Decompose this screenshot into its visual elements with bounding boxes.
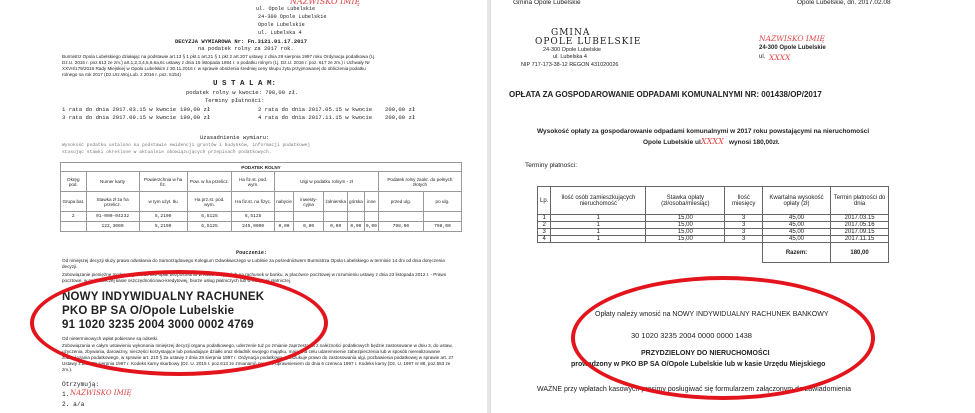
address-line: ul. Lubelska 4: [258, 30, 302, 36]
bank-line: prowadzony w PKO BP SA O/Opole Lubelskie lub w kasie Urzędu Miejskiego: [571, 361, 826, 368]
table-header: nabycie: [275, 192, 294, 212]
red-highlight-circle: [30, 270, 328, 376]
table-cell: 3: [538, 229, 551, 236]
table-cell: 245,0000: [232, 222, 275, 232]
waste-fee-document: [490, 0, 975, 413]
table-cell: 1: [551, 229, 646, 236]
table-header: Ilość miesięcy: [725, 187, 763, 215]
table-cell: 2017.03.15: [831, 215, 889, 222]
address-line: Opole Lubelskie: [258, 22, 305, 28]
table-cell: 5,2100: [139, 212, 187, 222]
fee-title: OPŁATA ZA GOSPODAROWANIE ODPADAMI KOMUNALNYMI NR: 001438/OP/2017: [509, 90, 822, 99]
issue-date: Opole Lubelskie, dn. 2017.02.08: [797, 0, 891, 6]
table-cell: 6,5125: [187, 222, 232, 232]
fee-address-redacted: XXXX: [701, 137, 724, 146]
table-row: [538, 229, 889, 236]
table-title: PODATEK ROLNY: [61, 163, 462, 172]
table-row: [538, 222, 889, 229]
table-header: Numer karty: [86, 172, 139, 192]
rate-label: 3 rata do dnia 2017.09.15 w kwocie: [62, 114, 177, 121]
table-cell: 45,00: [762, 229, 830, 236]
agricultural-tax-table: [60, 162, 462, 232]
stamp-line-1: GMINA: [551, 28, 591, 38]
decision-subtitle: na podatek rolny za 2017 rok.: [198, 45, 294, 52]
table-header: Podatek rolny zaokr. do pełnych złotych: [378, 172, 461, 192]
table-header: Ha fiz.st. pod. wym.: [232, 172, 275, 192]
table-cell: 0,00: [364, 222, 378, 232]
table-cell: 45,00: [762, 222, 830, 229]
table-header: po ulg.: [423, 192, 461, 212]
table-header: Termin płatności do dnia: [831, 187, 889, 215]
decision-title: DECYZJA WYMIAROWA Nr: Fn.3121.01.17.2017: [175, 38, 308, 45]
rate-label: 2 rata do dnia 2017.05.15 w kwocie: [258, 106, 373, 113]
redacted-name-top: NAZWISKO IMIĘ: [290, 0, 361, 6]
account-number: 91 1020 3235 2004 3000 0002 4769: [62, 319, 254, 331]
table-cell: 122,3000: [86, 222, 139, 232]
terms-title: Terminy płatności:: [205, 97, 265, 104]
table-header: górska: [348, 192, 365, 212]
table-header: Ilość osób zamieszkujących nieruchomość: [551, 187, 646, 215]
recipient-1: NAZWISKO IMIĘ: [70, 389, 132, 397]
recipient-number: 1.: [62, 391, 70, 398]
payment-schedule-table: [537, 186, 889, 263]
rate-label: 1 rata do dnia 2017.03.15 w kwocie: [62, 106, 177, 113]
recipient-name: NAZWISKO IMIĘ: [759, 34, 826, 43]
issuer-top: Gmina Opole Lubelskie: [513, 0, 581, 6]
legal-basis: Burmistrz Opola Lubelskiego działając na podstawie art.13 § 1 pkt.1 art.21 § 1 pkt 2 art.207 ustawy z dnia 29 sierpnia 1997 roku Ordynacja podatkowa (t.j. Dz.U. 2015 r. poz.613 ze zm.) art.1,2,3,4,5,6,6a,6c ustawy z dnia 15 listopada 1984 r. o podatku rolnym (t.j. Dz.U. 2016 r. poz. 617 ze zm.) i Uchwały Nr XXVII/179/2016 Rady Miejskiej w Opolu Lubelskim z 30.11.2016 r. w sprawie obniżenia średniej ceny skupu żyta przyjmowanej do obliczenia podatku rolnego na rok 2017 (Dz.Urz.Woj.Lub. z 2016 r. poz. 5154): [62, 54, 376, 77]
table-cell: [61, 222, 87, 232]
instructions-heading: Pouczenie:: [236, 250, 268, 256]
table-header: Stawka zł za ha przelicz.: [86, 192, 139, 212]
table-cell: 3: [725, 236, 763, 243]
table-cell: 15,00: [646, 236, 725, 243]
justification-title: Uzasadnienie wymiaru:: [200, 134, 270, 141]
total-value: 180,00: [831, 243, 889, 263]
table-header: Powierzchnia w ha fiz.: [139, 172, 187, 192]
stamp-line-4: ul. Lubelska 4: [553, 54, 587, 60]
rate-amount: 199,00 zł: [180, 106, 211, 113]
table-cell: 3: [725, 222, 763, 229]
table-header: Ha fiz.st. na fizyc.: [232, 192, 275, 212]
fee-line-2c: wynosi 180,00zł.: [729, 139, 780, 146]
account-bank: PKO BP SA O/Opole Lubelskie: [62, 305, 235, 317]
table-header: Ulgi w podatku rolnym - zł: [275, 172, 379, 192]
account-title: NOWY INDYWIDUALNY RACHUNEK: [62, 291, 265, 303]
table-cell: 0,00: [348, 222, 365, 232]
table-row: [538, 215, 889, 222]
rate-amount: 199,00 zł: [180, 114, 211, 121]
table-cell: 1: [538, 215, 551, 222]
table-cell: 798,00: [378, 222, 423, 232]
rate-label: 4 rata do dnia 2017.11.15 w kwocie: [258, 114, 373, 121]
table-cell: 0,00: [275, 222, 294, 232]
justification-text: Wysokość podatku ustalono na podstawie ewidencji gruntów i budynków, informacji podatkowej: [62, 143, 311, 148]
table-header: Pow. w ha przelicz.: [187, 172, 232, 192]
table-header: inwesty-cyjna: [293, 192, 323, 212]
recipients-heading: Otrzymują:: [62, 381, 100, 388]
red-highlight-circle: [571, 276, 875, 400]
table-cell: 3: [725, 229, 763, 236]
table-cell: 2: [538, 222, 551, 229]
recipient-street-redacted: XXXX: [769, 53, 791, 62]
address-line: ul. Opole Lubelskie: [256, 6, 316, 12]
table-header: Lp.: [538, 187, 551, 215]
appeal-paragraph: Od niniejszej decyzji służy prawo odwołania do Samorządowego Kolegium Odwoławczego w Lublinie za pośrednictwem Burmistrza Opola Lubelskiego w terminie 14 dni od dnia doręczenia decyzji.: [62, 258, 445, 269]
table-cell: 2017.09.15: [831, 229, 889, 236]
table-cell: 1: [551, 215, 646, 222]
table-cell: 2017.11.15: [831, 236, 889, 243]
table-header: Stawka opłaty (zł/osoba/miesiąc): [646, 187, 725, 215]
fee-line-1: Wysokość opłaty za gospodarowanie odpadami komunalnymi w 2017 roku powstającymi na nieruchomości: [537, 128, 870, 135]
recipient-2: 2. a/a: [62, 401, 85, 408]
rate-amount: 200,00 zł: [385, 114, 416, 121]
table-cell: 798,00: [423, 222, 461, 232]
table-row: [61, 212, 462, 222]
table-cell: 3: [725, 215, 763, 222]
table-header: przed ulg.: [378, 192, 423, 212]
table-cell: 2: [61, 212, 87, 222]
stamp-line-5: NIP 717-173-38-12 REGON 431020026: [521, 62, 619, 68]
rate-amount: 200,00 zł: [385, 106, 416, 113]
table-cell: 0,00: [293, 222, 323, 232]
pay-instruction: Opłaty należy wnosić na NOWY INDYWIDUALNY RACHUNEK BANKOWY: [595, 311, 829, 318]
table-header: Ha prz.st. pod. wym.: [187, 192, 232, 212]
table-cell: 2017.05.16: [831, 222, 889, 229]
important-note: WAŻNE przy wpłatach kasowych prosimy posługiwać się formularzem załączonym do zawiadomienia: [537, 386, 852, 393]
table-header: żołnierska: [324, 192, 348, 212]
table-cell: 5,2100: [139, 222, 187, 232]
tax-amount: podatek rolny w kwocie: 798,00 zł.: [186, 89, 299, 96]
table-header: w tym użyt. tłu: [139, 192, 187, 212]
table-header: Kwartalna wysokość opłaty (zł): [762, 187, 830, 215]
table-row: [538, 236, 889, 243]
table-header: Grupa bat.: [61, 192, 87, 212]
interest-note: Od nieterminowych wpłat pobierane są odsetki.: [62, 336, 159, 341]
ustalam-heading: U S T A L A M:: [213, 80, 277, 88]
legal-warning: Zobowiązania w całym ustawieniu wykonania niniejszej decyzji organu podatkowego, uderzenie tuż po zmianie zaprzestania z należności podatkowych będzie zastosowane w dniu 3, do ustaw, użyczenia, zbywania, darowizny, nieczęści korzystające lub posiadające działki oraz składnik swojego majątku, mając na celu udaremnienie zabezpieczenia lub w sposób nierealizowanie zobowiązania podatkowego, w sprawie art. 210 § 2a ustawy z dnia 29 sierpnia 1997 r. Ordynacja podatkowa - poszukuje prawo do zastosowania ulgi, pozbawienia podatkowej w sprawie art. 27 Ustawy z dnia 29 sierpnia 1997 r. Kodeks karny skarbowy (Dz. U. 2015 r. poz.613 ze zmianami) prawo z uprawnieniem do dnia 6 czerwca 1997 r. Kodeks karny (Dz. U. 1997 nr 88, poz.553 ze zm.).: [62, 343, 454, 372]
table-cell: 15,00: [646, 215, 725, 222]
fee-line-2a: Opole Lubelskie ul.: [643, 139, 703, 146]
recipient-city: 24-300 Opole Lubelskie: [759, 45, 826, 51]
table-cell: 45,00: [762, 236, 830, 243]
table-cell: 0,00: [324, 222, 348, 232]
assigned-label: PRZYDZIELONY DO NIERUCHOMOŚCI: [641, 350, 770, 357]
total-label: Razem:: [762, 243, 830, 263]
table-cell: 6,5125: [232, 212, 275, 222]
table-cell: 15,00: [646, 222, 725, 229]
table-cell: 1: [551, 222, 646, 229]
table-row: [61, 222, 462, 232]
address-line: 24-300 Opole Lubelskie: [258, 14, 327, 20]
payment-paragraph: Zobowiązanie pieniężne można regulować bez opłat bezpośrednio w kasie Urzędu lub na rachunek w banku, w placówce pocztowej w rozumieniu ustawy z dnia 23 listopada 2012 r. - Prawo pocztowe, w spółdzielczej kasie oszczędnościowo-kredytowej, biurze usług płatniczych lub w instytucji płatniczej.: [62, 272, 447, 283]
stamp-line-2: OPOLE LUBELSKIE: [535, 37, 642, 47]
table-header: Okręg pod.: [61, 172, 87, 192]
stamp-line-3: 24-300 Opole Lubelskie: [543, 47, 602, 53]
table-cell: 1: [551, 236, 646, 243]
table-cell: 4: [538, 236, 551, 243]
justification-text: stosując stawki określone w aktualnie obowiązujących przepisach podatkowych.: [62, 150, 272, 155]
table-cell: 6,5125: [187, 212, 232, 222]
terms-label: Terminy płatności:: [525, 162, 578, 169]
recipient-street: ul.: [759, 54, 766, 60]
table-cell: 15,00: [646, 229, 725, 236]
table-header: inne: [364, 192, 378, 212]
table-cell: 45,00: [762, 215, 830, 222]
table-cell: 01-000-04232: [86, 212, 139, 222]
bank-account-number: 30 1020 3235 2004 0000 0000 1438: [631, 331, 752, 340]
